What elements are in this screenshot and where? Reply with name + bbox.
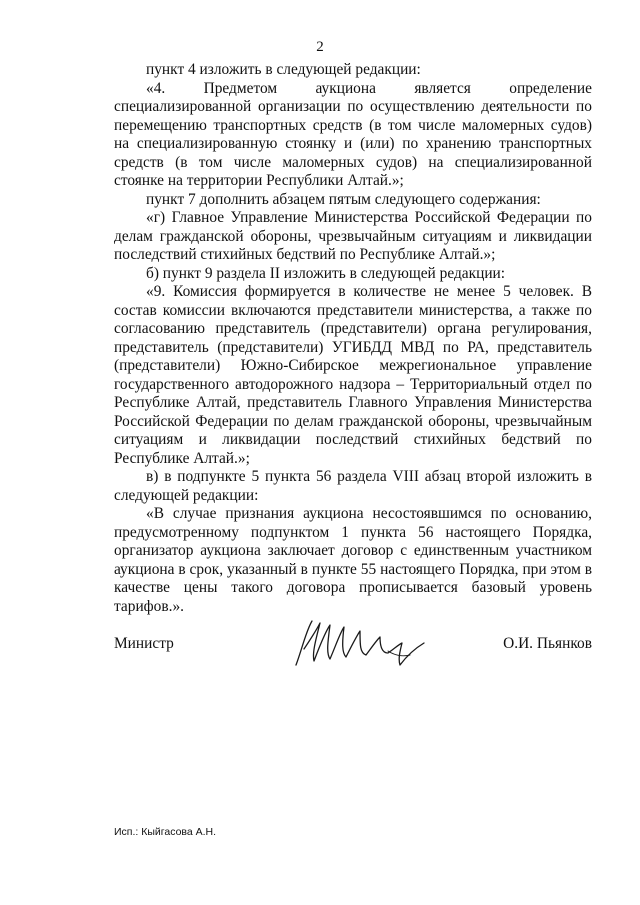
signatory-title: Министр: [114, 635, 174, 652]
paragraph-item-4-text: «4. Предметом аукциона является определение специализированной организации по осуществлению деятельности по перемещению транспортных средств (в том числе маломерных судов) на специализированную стоянку и (или) по хранению транспортных средств (в том числе маломерных судов) на специализированной стоянке на территории Республики Алтай.»;: [114, 79, 592, 189]
page-number: 2: [316, 39, 324, 55]
executor-note: Исп.: Кыйгасова А.Н.: [114, 826, 217, 838]
document-body: [114, 61, 592, 616]
paragraph-item-4-intro: пункт 4 изложить в следующей редакции:: [146, 61, 421, 78]
paragraph-item-56-intro: в) в подпункте 5 пункта 56 раздела VIII абзац второй изложить в следующей редакции:: [114, 468, 592, 504]
paragraph-item-7-intro: пункт 7 дополнить абзацем пятым следующего содержания:: [146, 190, 541, 208]
paragraph-item-56-text: «В случае признания аукциона несостоявшимся по основанию, предусмотренному подпунктом 1 пункта 56 настоящего Порядка, организатор аукциона заключает договор с единственным участником аукциона в срок, указанный в пункте 55 настоящего Порядка, при этом в качестве цены такого договора прописывается базовый уровень тарифов.».: [114, 505, 592, 615]
handwritten-signature: [282, 615, 442, 671]
paragraph-item-9-text: «9. Комиссия формируется в количестве не менее 5 человек. В состав комиссии включаются представители министерства, а также по согласованию представитель (представители) органа регулирования, представитель (представители) УГИБДД МВД по РА, представитель (представители) Южно-Сибирское межрегиональное управление государственного автодорожного надзора – Территориальный отдел по Республике Алтай, представитель Главного Управления Министерства Российской Федерации по делам гражданской обороны, чрезвычайным ситуациям и ликвидации последствий стихийных бедствий по Республике Алтай.»;: [114, 283, 592, 467]
paragraph-item-9-intro: б) пункт 9 раздела II изложить в следующей редакции:: [146, 264, 506, 282]
signature-block: [114, 615, 592, 675]
paragraph-item-7-text: «г) Главное Управление Министерства Российской Федерации по делам гражданской обороны, чрезвычайным ситуациям и ликвидации последствий стихийных бедствий по Республике Алтай.»;: [114, 209, 592, 263]
signatory-name: О.И. Пьянков: [503, 635, 592, 652]
